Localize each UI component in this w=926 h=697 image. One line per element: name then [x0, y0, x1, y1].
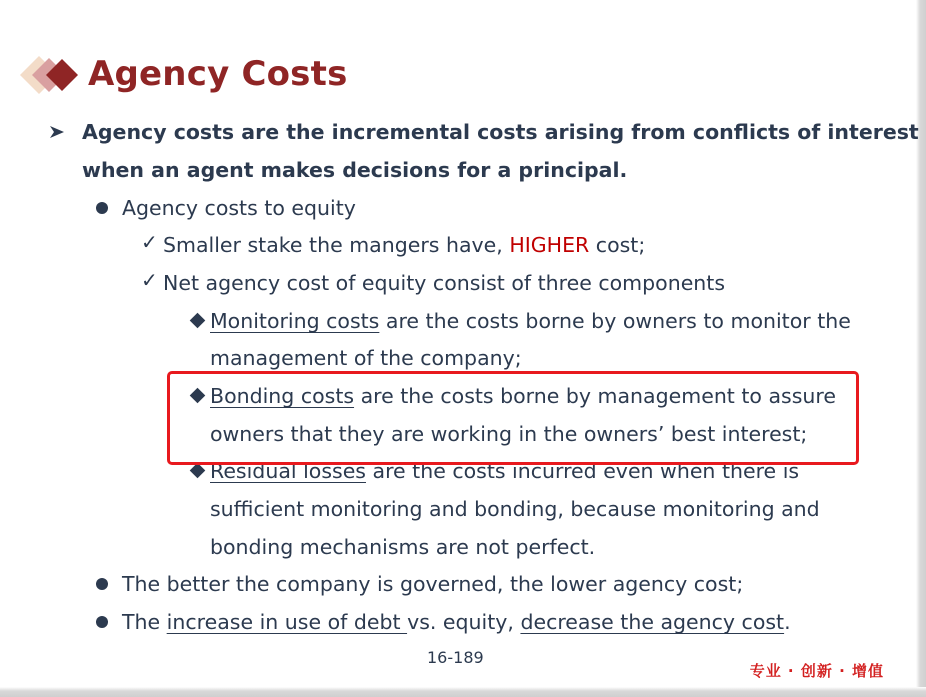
slide-title: Agency Costs [88, 54, 348, 94]
residual-text: are the costs incurred even when there is [365, 459, 800, 483]
arrow-bullet-icon [48, 124, 66, 140]
residual-line2: sufficient monitoring and bonding, because monitoring and [210, 497, 820, 521]
main-point-line2: when an agent makes decisions for a principal. [82, 158, 628, 182]
diamond-bullet-icon [190, 313, 206, 329]
bonding-line2: owners that they are working in the owners’ best interest; [210, 422, 808, 446]
debt-text-pre: The [122, 610, 167, 634]
window-edge-bottom [0, 687, 926, 697]
monitoring-line2: management of the company; [210, 346, 522, 370]
residual-term: Residual losses [210, 459, 366, 483]
bullet-dot-icon [96, 616, 108, 628]
check-point-components: Net agency cost of equity consist of three components [163, 271, 726, 295]
monitoring-text: are the costs borne by owners to monitor the [379, 309, 851, 333]
sub-point-debt [122, 607, 791, 637]
checkmark-icon: ✓ [141, 268, 158, 292]
highlight-higher: HIGHER [509, 233, 590, 257]
diamond-logo-icon [16, 52, 82, 98]
diamond-bullet-icon [190, 463, 206, 479]
check-text-after: cost; [589, 233, 646, 257]
monitoring-line1 [210, 306, 851, 336]
check-text-before: Smaller stake the mangers have, [163, 233, 510, 257]
main-point-line1: Agency costs are the incremental costs arising from conflicts of interest [82, 120, 919, 144]
callout-box-bonding [167, 371, 859, 465]
page-number: 16-189 [427, 648, 484, 667]
bonding-text: are the costs borne by management to assure [354, 384, 836, 408]
checkmark-icon: ✓ [141, 230, 158, 254]
check-point-stake [163, 230, 645, 260]
debt-underlined-1: increase in use of debt [166, 610, 408, 634]
bullet-dot-icon [96, 202, 108, 214]
debt-text-end: . [784, 610, 791, 634]
debt-text-mid: vs. equity, [407, 610, 521, 634]
monitoring-term: Monitoring costs [210, 309, 380, 333]
residual-line3: bonding mechanisms are not perfect. [210, 535, 596, 559]
bullet-dot-icon [96, 578, 108, 590]
window-edge-right [916, 0, 926, 697]
footer-slogan: 专业 · 创新 · 增值 [749, 662, 884, 680]
sub-point-equity: Agency costs to equity [122, 196, 356, 220]
debt-underlined-2: decrease the agency cost [520, 610, 785, 634]
sub-point-governance: The better the company is governed, the lower agency cost; [122, 572, 744, 596]
bonding-term: Bonding costs [210, 384, 355, 408]
